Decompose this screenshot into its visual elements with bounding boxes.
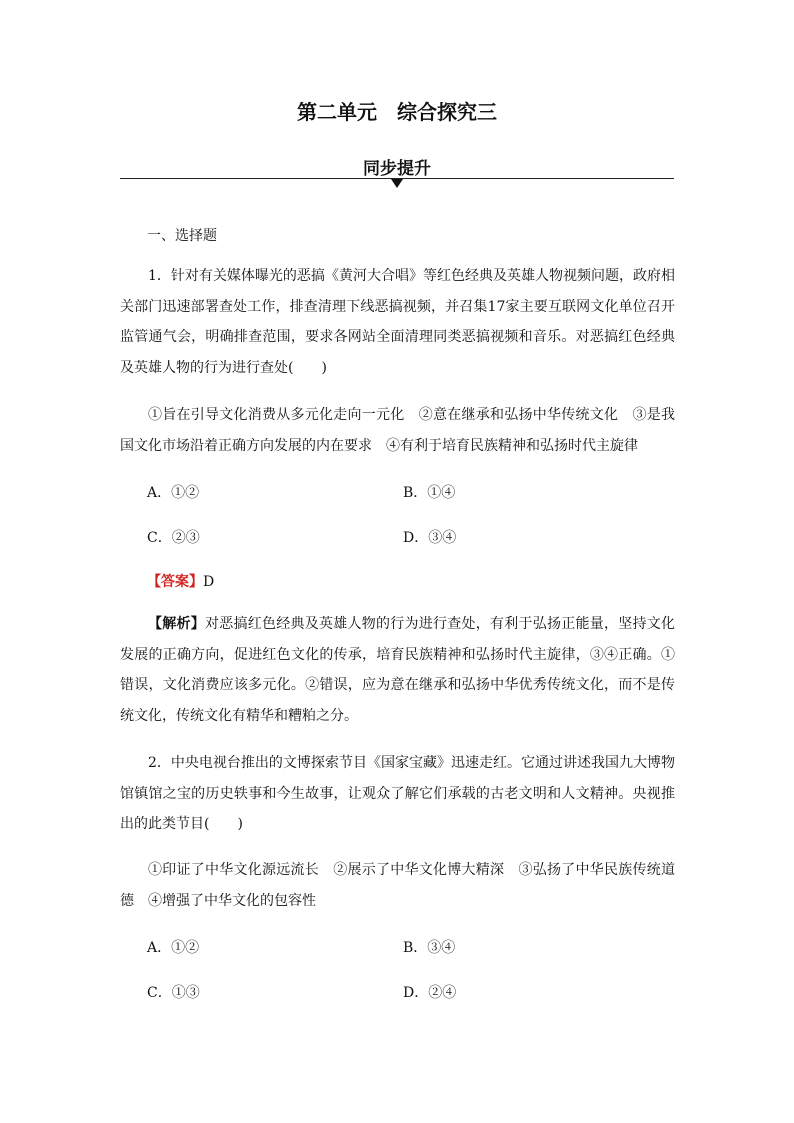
section-subtitle: 同步提升: [363, 159, 431, 179]
question-1-analysis: [120, 609, 675, 731]
question-1-option-a: A．①②: [147, 485, 200, 501]
answer-label: 【答案】: [147, 574, 203, 590]
question-2-stem: 2．中央电视台推出的文博探索节目《国家宝藏》迅速走红。它通过讲述我国九大博物馆镇馆之宝的历史轶事和今生故事，让观众了解它们承载的古老文明和人文精神。央视推出的此类节目( ): [120, 755, 675, 832]
triangle-marker-icon: [391, 179, 403, 188]
page-title: 第二单元 综合探究三: [297, 100, 497, 124]
question-1-option-b: B．①④: [403, 485, 456, 501]
question-2-option-b: B．③④: [403, 940, 456, 956]
question-1-option-c: C．②③: [147, 530, 200, 546]
question-1-stem: 1．针对有关媒体曝光的恶搞《黄河大合唱》等红色经典及英雄人物视频问题，政府相关部门迅速部署查处工作，排查清理下线恶搞视频，并召集17家主要互联网文化单位召开监管通气会，明确排查范围，要求各网站全面清理同类恶搞视频和音乐。对恶搞红色经典及英雄人物的行为进行查处( ): [120, 268, 675, 376]
answer-value: D: [203, 574, 215, 590]
question-1-answer: [147, 571, 214, 591]
question-2-option-c: C．①③: [147, 985, 200, 1001]
section-heading: 一、选择题: [147, 228, 217, 244]
question-2-option-d: D．②④: [403, 985, 457, 1001]
question-1-statements: ①旨在引导文化消费从多元化走向一元化 ②意在继承和弘扬中华传统文化 ③是我国文化市场沿着正确方向发展的内在要求 ④有利于培育民族精神和弘扬时代主旋律: [120, 407, 675, 454]
analysis-text: 对恶搞红色经典及英雄人物的行为进行查处，有利于弘扬正能量，坚持文化发展的正确方向，促进红色文化的传承，培育民族精神和弘扬时代主旋律，③④正确。①错误，文化消费应该多元化。②错误，应为意在继承和弘扬中华优秀传统文化，而不是传统文化，传统文化有精华和糟粕之分。: [120, 616, 675, 724]
question-2-statements: ①印证了中华文化源远流长 ②展示了中华文化博大精深 ③弘扬了中华民族传统道德 ④增强了中华文化的包容性: [120, 862, 675, 909]
question-1-option-d: D．③④: [403, 530, 457, 546]
question-2-option-a: A．①②: [147, 940, 200, 956]
analysis-label: 【解析】: [148, 616, 205, 632]
